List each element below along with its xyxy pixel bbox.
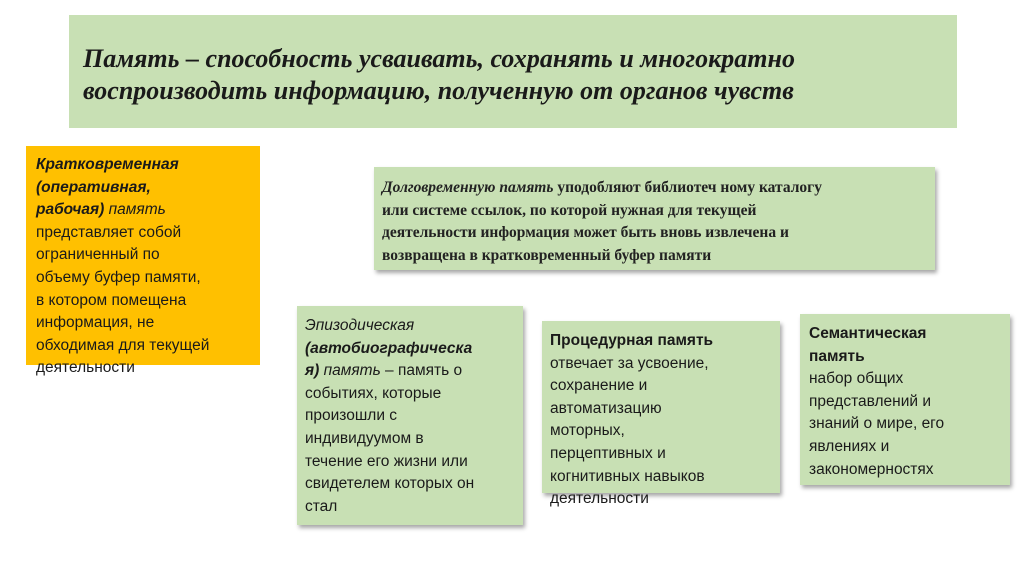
short-term-memory-box: [26, 146, 260, 377]
episodic-text-2: произошли с: [305, 407, 398, 425]
short-term-heading-3: рабочая): [36, 201, 105, 219]
short-term-text-3: объему буфер памяти,: [36, 268, 201, 286]
semantic-text-1: набор общих: [809, 370, 904, 388]
short-term-text-6: обходимая для текущей: [36, 336, 210, 354]
episodic-heading-1: Эпизодическая: [305, 317, 415, 334]
procedural-text-2: сохранение и: [550, 377, 648, 395]
procedural-text-5: перцептивных и: [550, 444, 666, 462]
short-term-text-1: представляет собой: [36, 223, 182, 241]
short-term-heading-2: (оперативная,: [36, 178, 151, 196]
long-term-heading: Долговременную память: [382, 179, 554, 196]
title-banner: [69, 15, 957, 128]
title-line-2: воспроизводить информацию, полученную от органов чувств: [83, 76, 794, 105]
procedural-memory-box: [542, 321, 780, 508]
procedural-heading: Процедурная память: [550, 332, 714, 349]
short-term-text-5: информация, не: [36, 314, 155, 332]
episodic-text-0: – память о: [380, 362, 463, 380]
long-term-text-1: уподобляют библиотеч ному каталогу: [553, 179, 822, 196]
episodic-text-1: событиях, которые: [305, 384, 442, 402]
episodic-text-6: стал: [305, 497, 338, 515]
semantic-heading-1: Семантическая: [809, 325, 927, 342]
procedural-text-1: отвечает за усвоение,: [550, 354, 709, 372]
long-term-text-2: или системе ссылок, по которой нужная для текущей: [382, 201, 757, 219]
episodic-text-3: индивидуумом в: [305, 429, 424, 447]
short-term-text-4: в котором помещена: [36, 291, 187, 309]
procedural-text-6: когнитивных навыков: [550, 467, 705, 485]
episodic-heading-3: я): [305, 362, 320, 380]
episodic-text-4: течение его жизни или: [305, 452, 468, 470]
long-term-text-3: деятельности информация может быть вновь извлечена и: [382, 224, 789, 241]
semantic-heading-2: память: [809, 347, 865, 365]
short-term-memory-word: память: [104, 201, 166, 219]
semantic-text-4: явлениях и: [809, 437, 890, 455]
semantic-memory-box: [800, 314, 1010, 485]
long-term-text-4: возвращена в кратковременный буфер памяти: [382, 246, 712, 264]
short-term-heading-1: Кратковременная: [36, 156, 179, 173]
semantic-text-5: закономерностях: [809, 460, 934, 478]
procedural-text-7: деятельности: [550, 490, 649, 508]
episodic-heading-2: (автобиографическа: [305, 339, 473, 357]
long-term-memory-box: [374, 167, 935, 270]
semantic-text-2: представлений и: [809, 392, 932, 410]
episodic-memory-box: [297, 306, 523, 525]
procedural-text-3: автоматизацию: [550, 399, 662, 417]
episodic-memory-word: память: [319, 362, 381, 380]
title-line-1: Память – способность усваивать, сохранять и многократно: [83, 44, 795, 73]
short-term-text-2: ограниченный по: [36, 246, 160, 264]
procedural-text-4: моторных,: [550, 422, 625, 440]
semantic-text-3: знаний о мире, его: [809, 415, 945, 433]
episodic-text-5: свидетелем которых он: [305, 475, 475, 493]
short-term-text-7: деятельности: [36, 359, 135, 377]
